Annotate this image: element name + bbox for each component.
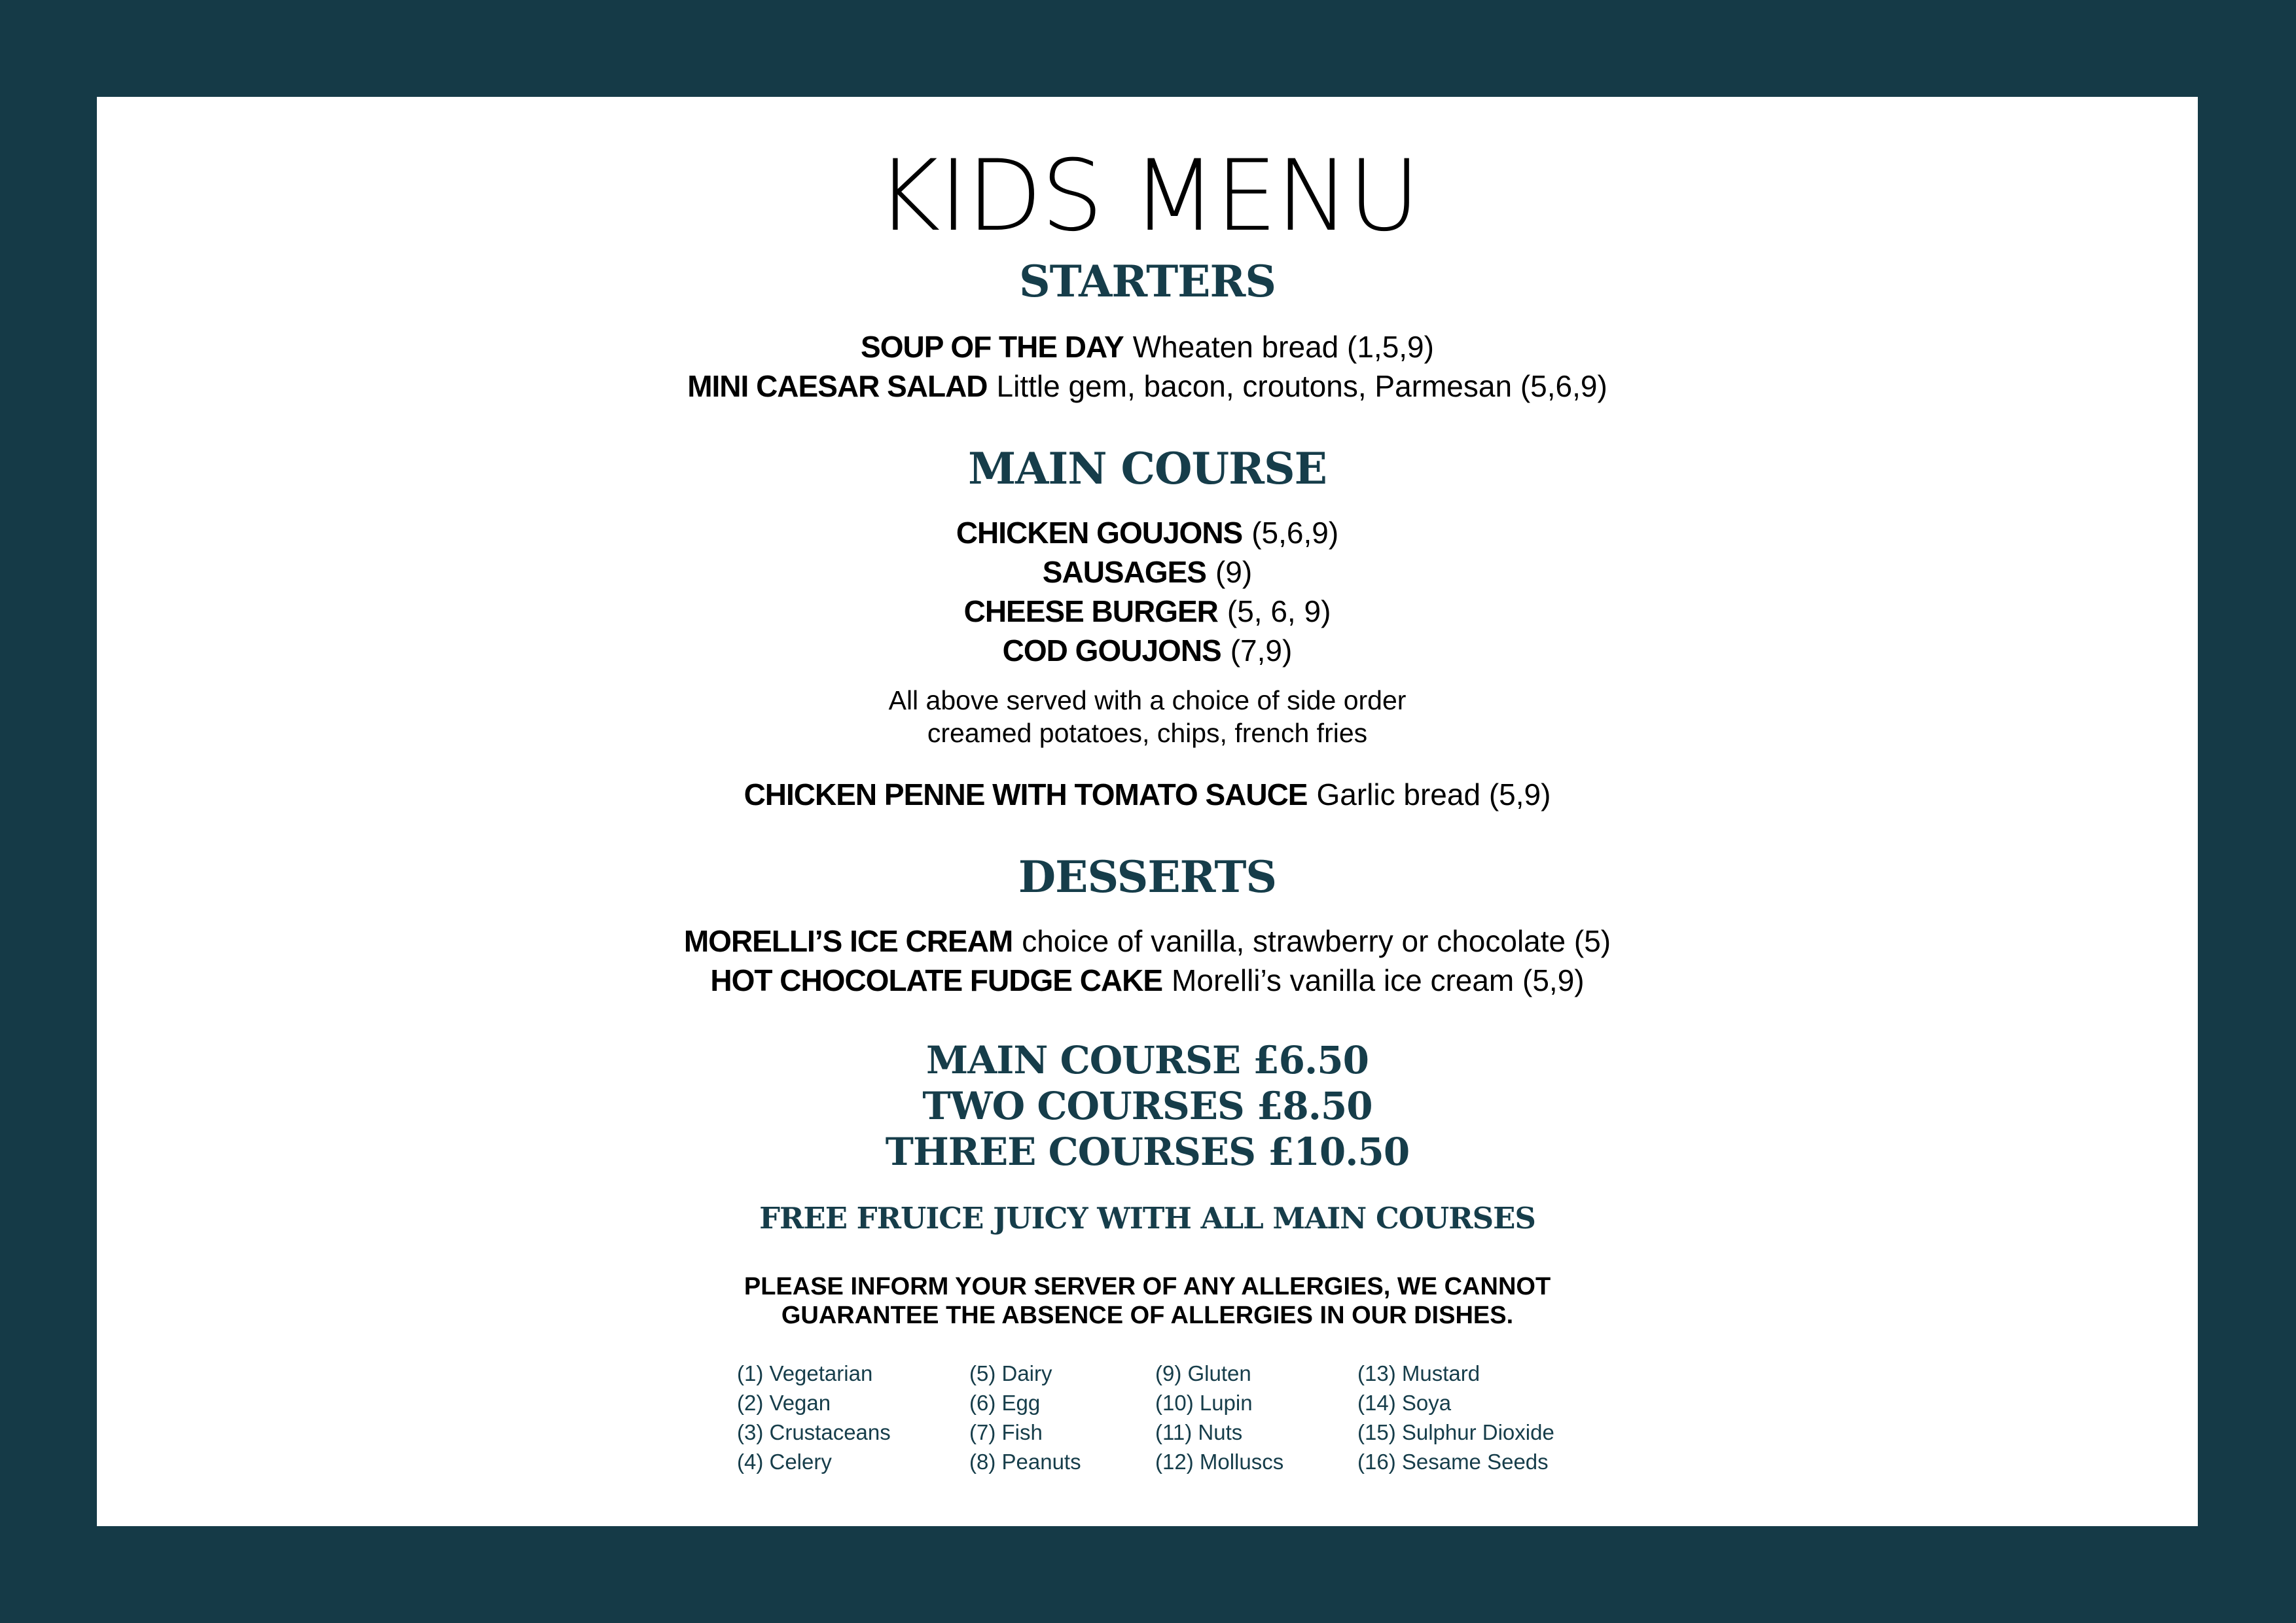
main-course-extra-item: [97, 775, 2198, 814]
allergen-entry: (7) Fish: [969, 1420, 1043, 1444]
item-name: SOUP OF THE DAY: [861, 330, 1124, 364]
allergen-entry: (11) Nuts: [1155, 1420, 1243, 1444]
menu-card: [97, 97, 2198, 1526]
allergen-entry: (13) Mustard: [1357, 1361, 1480, 1385]
side-order-note: All above served with a choice of side order: [888, 685, 1407, 715]
item-description: (7,9): [1230, 633, 1293, 668]
starters-heading: STARTERS: [1019, 256, 1276, 307]
side-order-options: creamed potatoes, chips, french fries: [927, 718, 1368, 748]
menu-title: KIDS MENU: [876, 139, 1419, 253]
item-name: SAUSAGES: [1042, 555, 1206, 589]
item-name: HOT CHOCOLATE FUDGE CAKE: [710, 963, 1163, 997]
allergen-column: [1357, 1359, 1554, 1476]
price-main-course: MAIN COURSE £6.50: [926, 1038, 1369, 1082]
item-description: (9): [1215, 555, 1253, 589]
item-name: CHEESE BURGER: [963, 594, 1218, 628]
allergen-entry: (16) Sesame Seeds: [1357, 1450, 1549, 1474]
allergen-entry: (2) Vegan: [737, 1391, 831, 1415]
item-description: Wheaten bread (1,5,9): [1132, 330, 1434, 364]
item-name: CHICKEN GOUJONS: [956, 516, 1243, 550]
allergen-entry: (15) Sulphur Dioxide: [1357, 1420, 1554, 1444]
item-name: MORELLI’S ICE CREAM: [683, 924, 1013, 958]
allergy-warning-line1: PLEASE INFORM YOUR SERVER OF ANY ALLERGIES, WE CANNOT: [744, 1273, 1551, 1300]
item-description: (5,6,9): [1251, 516, 1339, 550]
main-course-item: [97, 631, 2198, 670]
allergen-entry: (5) Dairy: [969, 1361, 1052, 1385]
item-description: Morelli’s vanilla ice cream (5,9): [1172, 963, 1585, 997]
main-course-heading: MAIN COURSE: [968, 443, 1327, 494]
allergen-entry: (1) Vegetarian: [737, 1361, 873, 1385]
item-name: MINI CAESAR SALAD: [687, 369, 988, 403]
item-description: Little gem, bacon, croutons, Parmesan (5,6,9): [996, 369, 1607, 403]
allergen-entry: (8) Peanuts: [969, 1450, 1081, 1474]
item-name: CHICKEN PENNE WITH TOMATO SAUCE: [744, 777, 1308, 812]
item-description: (5, 6, 9): [1227, 594, 1331, 628]
desserts-heading: DESSERTS: [1018, 851, 1277, 902]
main-course-item: [97, 592, 2198, 631]
allergen-entry: (3) Crustaceans: [737, 1420, 891, 1444]
item-name: COD GOUJONS: [1002, 633, 1221, 668]
allergy-warning-line2: GUARANTEE THE ABSENCE OF ALLERGIES IN OUR DISHES.: [781, 1302, 1514, 1329]
allergen-column: [1155, 1359, 1283, 1476]
price-three-courses: THREE COURSES £10.50: [885, 1130, 1410, 1174]
main-course-item: [97, 513, 2198, 552]
free-juice-offer: FREE FRUICE JUICY WITH ALL MAIN COURSES: [759, 1201, 1535, 1236]
allergen-entry: (6) Egg: [969, 1391, 1041, 1415]
allergen-entry: (9) Gluten: [1155, 1361, 1251, 1385]
allergen-entry: (14) Soya: [1357, 1391, 1452, 1415]
price-two-courses: TWO COURSES £8.50: [922, 1084, 1372, 1128]
dessert-item: [97, 961, 2198, 1000]
allergen-entry: (10) Lupin: [1155, 1391, 1253, 1415]
item-description: Garlic bread (5,9): [1316, 777, 1551, 812]
dessert-item: [97, 921, 2198, 961]
allergen-column: [737, 1359, 891, 1476]
starter-item: [97, 366, 2198, 406]
main-course-item: [97, 552, 2198, 592]
item-description: choice of vanilla, strawberry or chocolate (5): [1022, 924, 1611, 958]
starter-item: [97, 327, 2198, 366]
allergen-entry: (4) Celery: [737, 1450, 832, 1474]
allergen-column: [969, 1359, 1081, 1476]
allergen-entry: (12) Molluscs: [1155, 1450, 1284, 1474]
